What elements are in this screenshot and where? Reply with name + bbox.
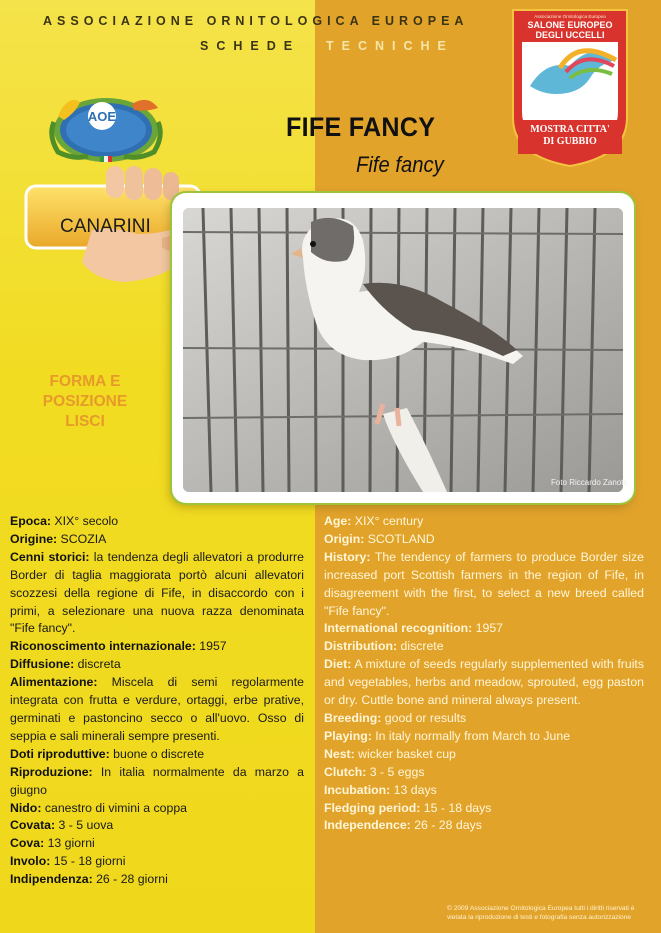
en-row-fledging: Fledging period: 15 - 18 days	[324, 800, 492, 815]
it-row-epoca: Epoca: XIX° secolo	[10, 514, 119, 528]
en-row-nest: Nest: wicker basket cup	[324, 746, 456, 761]
forma-line-1: FORMA E	[49, 373, 121, 390]
italian-description	[10, 513, 304, 889]
en-row-playing: Playing: In italy normally from March to June	[324, 728, 571, 743]
it-row-indipendenza: Indipendenza: 26 - 28 giorni	[10, 872, 168, 887]
page-subtitle: Fife fancy	[356, 152, 444, 177]
en-row-origin: Origin: SCOTLAND	[324, 531, 435, 546]
en-row-independence: Independence: 26 - 28 days	[324, 818, 482, 833]
forma-line-3: LISCI	[65, 413, 105, 430]
subheader-right: TECNICHE	[326, 39, 454, 53]
forma-posizione-label	[22, 372, 148, 432]
gubbio-exhibition-shield	[510, 8, 630, 168]
shield-small-text: Associazione Ornitologica Europea	[534, 14, 606, 19]
it-row-alimentazione: Alimentazione: Miscela di semi regolarmente integrata con frutta e verdure, ortaggi, erbe prative, germinati e pastoncino secco o all'uovo. Osso di seppia e sali minerali sempre presenti.	[10, 675, 304, 743]
shield-line4: DI GUBBIO	[543, 136, 597, 147]
english-description	[324, 513, 644, 835]
canary-photo	[183, 208, 623, 492]
shield-line3: MOSTRA CITTA'	[530, 124, 610, 135]
it-row-covata: Covata: 3 - 5 uova	[10, 818, 114, 833]
en-row-clutch: Clutch: 3 - 5 eggs	[324, 764, 425, 779]
en-row-age: Age: XIX° century	[324, 514, 424, 528]
en-row-breeding: Breeding: good or results	[324, 710, 467, 725]
page-title: FIFE FANCY	[286, 112, 436, 142]
photo-credit: Foto Riccardo Zanotti	[551, 478, 628, 487]
it-row-nido: Nido: canestro di vimini a coppa	[10, 800, 188, 815]
canary-in-cage-image	[183, 208, 623, 492]
en-row-incubation: Incubation: 13 days	[324, 782, 437, 797]
subheader-left: SCHEDE	[200, 39, 301, 53]
shield-line2: DEGLI UCCELLI	[535, 30, 605, 40]
aoe-logo	[44, 86, 168, 166]
it-row-doti: Doti riproduttive: buone o discrete	[10, 746, 205, 761]
copyright-notice	[447, 904, 652, 922]
it-row-riproduzione: Riproduzione: In italia normalmente da marzo a giugno	[10, 764, 304, 797]
en-row-recognition: International recognition: 1957	[324, 621, 504, 636]
shield-line1: SALONE EUROPEO	[527, 20, 613, 30]
it-row-diffusione: Diffusione: discreta	[10, 657, 121, 672]
copyright-line-2: vietata la riproduzione di testi e fotografia senza autorizzazione	[447, 914, 632, 921]
it-row-riconoscimento: Riconoscimento internazionale: 1957	[10, 639, 227, 654]
en-row-history: History: The tendency of farmers to produce Border size increased port Scottish farmers in the region of Fife, in disagreement with the first, to select a new breed called "Fife fancy".	[324, 549, 644, 618]
copyright-line-1: © 2009 Associazione Ornitologica Europea tutti i diritti riservati è	[447, 905, 635, 912]
forma-line-2: POSIZIONE	[42, 393, 128, 410]
aoe-logo-text: AOE	[87, 109, 117, 124]
it-row-cova: Cova: 13 giorni	[10, 836, 95, 851]
en-row-diet: Diet: A mixture of seeds regularly supplemented with fruits and vegetables, herbs and meadow, sprouted, egg paston or dry. Cuttle bone and mineral always present.	[324, 657, 644, 708]
category-label: CANARINI	[60, 216, 151, 237]
en-row-distribution: Distribution: discrete	[324, 639, 444, 654]
org-name-header: ASSOCIAZIONE ORNITOLOGICA EUROPEA	[43, 14, 469, 28]
it-row-origine: Origine: SCOZIA	[10, 531, 107, 546]
it-row-involo: Involo: 15 - 18 giorni	[10, 854, 126, 869]
it-row-cenni-storici: Cenni storici: la tendenza degli allevatori a produrre Border di taglia maggiorata portò alcuni allevatori scozzesi della regione di Fife, in disaccordo con i primi, a selezionare una nuova razza denominata "Fife fancy".	[10, 549, 304, 636]
